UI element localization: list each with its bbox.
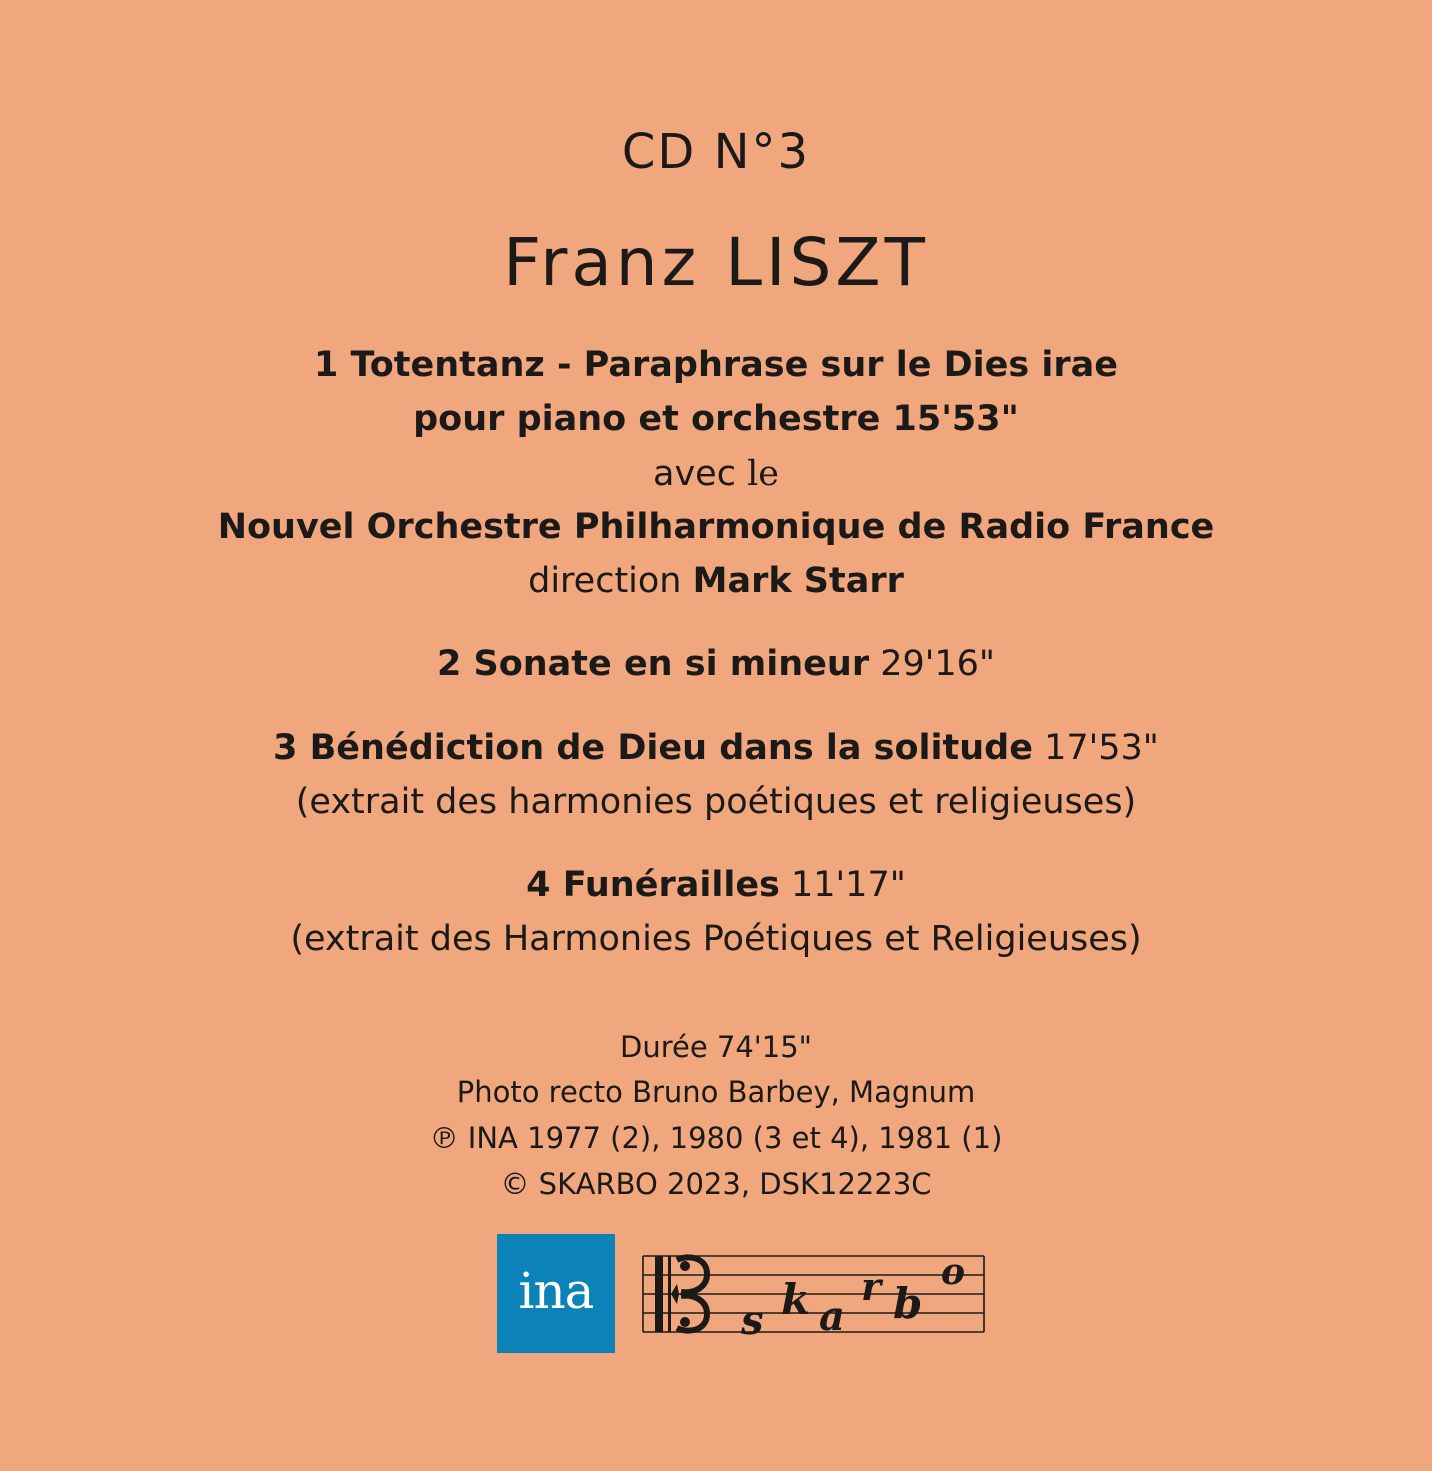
skarbo-letter-b: b	[893, 1279, 923, 1328]
cd-number: CD N°3	[621, 124, 811, 180]
track-3	[0, 728, 1432, 768]
track-2-duration: 29'16"	[869, 644, 996, 684]
ina-logo	[497, 1234, 615, 1353]
track-3-duration: 17'53"	[1032, 728, 1159, 768]
track-1-with-prefix: avec	[653, 454, 748, 494]
skarbo-logo	[641, 1254, 986, 1336]
photo-credit: Photo recto Bruno Barbey, Magnum	[456, 1075, 976, 1109]
track-1-subtitle: pour piano et orchestre 15'53"	[413, 399, 1019, 439]
track-1-orchestra: Nouvel Orchestre Philharmonique de Radio France	[217, 507, 1215, 547]
track-3-title: 3 Bénédiction de Dieu dans la solitude	[273, 728, 1033, 768]
track-2	[0, 644, 1432, 684]
skarbo-letter-o: o	[941, 1254, 966, 1293]
track-4	[0, 865, 1432, 905]
track-3-note: (extrait des harmonies poétiques et religieuses)	[295, 782, 1137, 822]
track-1-with-article: le	[747, 454, 779, 494]
track-2-title: 2 Sonate en si mineur	[436, 644, 870, 684]
phonogram-notice: ℗ INA 1977 (2), 1980 (3 et 4), 1981 (1)	[429, 1121, 1003, 1155]
track-4-note: (extrait des Harmonies Poétiques et Religieuses)	[290, 919, 1142, 959]
track-1-title: 1 Totentanz - Paraphrase sur le Dies irae	[313, 345, 1119, 385]
track-1-conductor: Mark Starr	[692, 561, 904, 601]
track-4-duration: 11'17"	[779, 865, 906, 905]
track-1-direction	[0, 561, 1432, 601]
total-duration: Durée 74'15"	[619, 1030, 812, 1064]
copyright-notice: © SKARBO 2023, DSK12223C	[500, 1167, 932, 1201]
skarbo-letter-a: a	[819, 1293, 845, 1336]
track-1-with	[0, 454, 1432, 494]
skarbo-letter-r: r	[861, 1264, 882, 1309]
ina-logo-text: ina	[518, 1262, 594, 1320]
skarbo-letter-s: s	[741, 1297, 764, 1336]
composer-name: Franz LISZT	[503, 224, 929, 301]
track-4-title: 4 Funérailles	[526, 865, 780, 905]
track-1-direction-label: direction	[528, 561, 693, 601]
skarbo-letter-k: k	[781, 1275, 811, 1324]
